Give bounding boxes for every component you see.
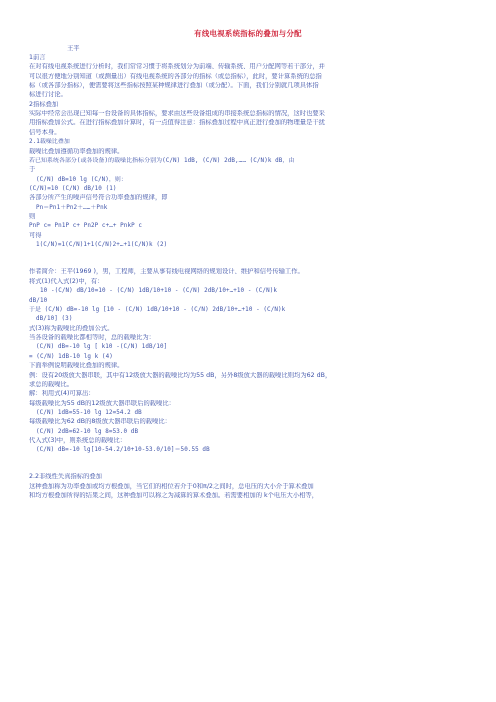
body-text: 信号本身。	[29, 129, 61, 136]
formula: 10 -(C/N) dB/10=10 - (C/N) 1dB/10+10 - (C/N) 2dB/10+…+10 - (C/N)k	[40, 288, 278, 294]
formula: dB/10] (3)	[36, 316, 73, 322]
formula: PnP c= Pn1P c+ Pn2P c+…+ PnkP c	[29, 223, 143, 229]
body-text: 式(3)称为载噪比的叠加公式。	[29, 325, 114, 332]
body-text: 代入式(3)中，则系统总的载噪比：	[29, 437, 127, 444]
body-text: 每级载噪比为55 dB的12级放大器串联后的载噪比：	[29, 400, 175, 407]
formula: = (C/N) 1dB-10 lg k (4)	[29, 354, 113, 360]
section-heading: 1前言	[29, 54, 46, 61]
formula: 于是 (C/N) dB=-10 lg [10 - (C/N) 1dB/10+10 - (C/N) 2dB/10+…+10 - (C/N)k	[29, 307, 286, 313]
body-text: 和均方根叠加所得的结果之间，这种叠加可以称之为减算的算术叠加。若需要相加的 k个电压大小相等，	[29, 492, 319, 499]
body-text: 在对有线电视系统进行分析时，我们常常习惯于将系统划分为前端、传输系统、用户分配网等若干部分，并	[29, 63, 325, 70]
author-bio: 作者简介：王平(1969 )，男，工程师，主要从事有线电视网络的规划设计、维护和信号传输工作。	[29, 268, 304, 275]
body-text: 标进行讨论。	[29, 91, 67, 98]
body-text: 各部分所产生的噪声信号符合功率叠加的规律，即	[29, 194, 168, 201]
body-text: 将式(1)代入式(2)中，有：	[29, 278, 104, 285]
formula: 1(C/N)=1(C/N)1+1(C/N)2+…+1(C/N)k (2)	[36, 242, 168, 248]
body-text: 载噪比叠加遵循功率叠加的规律。	[29, 148, 124, 155]
body-text: 于	[29, 166, 36, 173]
formula: (C/N) dB=-10 lg [ k10 -(C/N) 1dB/10]	[36, 344, 168, 350]
body-text: 则	[29, 213, 36, 220]
formula: (C/N) 1dB=55-10 lg 12=54.2 dB	[36, 410, 142, 416]
formula: (C/N)=10 (C/N) dB/10 (1)	[29, 186, 117, 192]
body-text: 用指标叠加公式。在进行指标叠加计算时，有一点值得注意：指标叠加过程中真正进行叠加的物理量是干扰	[29, 119, 325, 126]
section-heading: 2.1载噪比叠加	[29, 139, 70, 145]
body-text: 可以很方便地分别知道（或测量出）有线电视系统的各部分的指标（或总指标），此时，要计算系统的总指	[29, 73, 322, 80]
formula: (C/N) dB=-10 lg[10-54.2/10+10-53.0/10]＝50.55 dB	[36, 447, 210, 453]
body-text: 每级载噪比为62 dB的8级放大器串联后的载噪比：	[29, 418, 171, 425]
formula: (C/N) dB=10 lg (C/N)，则：	[36, 177, 127, 183]
author-name: 王平	[67, 45, 80, 52]
body-text: 例：设有20级放大器串联，其中有12级放大器的载噪比均为55 dB，另外8级放大器的载噪比则均为62 dB，	[29, 372, 332, 379]
formula: Pn＝Pn1＋Pn2＋……＋Pnk	[36, 205, 108, 211]
body-text: 标（或各部分指标），便需要将这些指标按照某种规律进行叠加（或分配）。下面，我们分别就几项具体指	[29, 82, 319, 89]
section-heading: 2指标叠加	[29, 101, 59, 108]
body-text: 当各设备的载噪比都相等时，总的载噪比为：	[29, 334, 155, 341]
formula: dB/10	[29, 298, 48, 304]
body-text: 解：利用式(4)可算出：	[29, 390, 95, 397]
section-heading: 2.2非线性失真指标的叠加	[29, 473, 102, 480]
body-text: 可得	[29, 232, 42, 239]
body-text: 求总的载噪比。	[29, 381, 74, 388]
body-text: 实际中经常会出现已知每一台设备的具体指标，要求由这些设备组成的串接系统总指标的情况，这时也要采	[29, 110, 325, 117]
formula: (C/N) 2dB=62-10 lg 8=53.0 dB	[36, 429, 139, 435]
body-text: 若已知系统各部分(或各设备)的载噪比指标分别为(C/N) 1dB, (C/N) 2dB,…… (C/N)k dB，由	[29, 158, 295, 164]
body-text: 下面举例说明载噪比叠加的规律。	[29, 362, 124, 369]
body-text: 这种叠加称为功率叠加或均方根叠加，当它们的相位若介于0和π/2之间时，总电压的大小介于算术叠加	[29, 483, 314, 490]
document-title: 有线电视系统指标的叠加与分配	[194, 29, 302, 38]
